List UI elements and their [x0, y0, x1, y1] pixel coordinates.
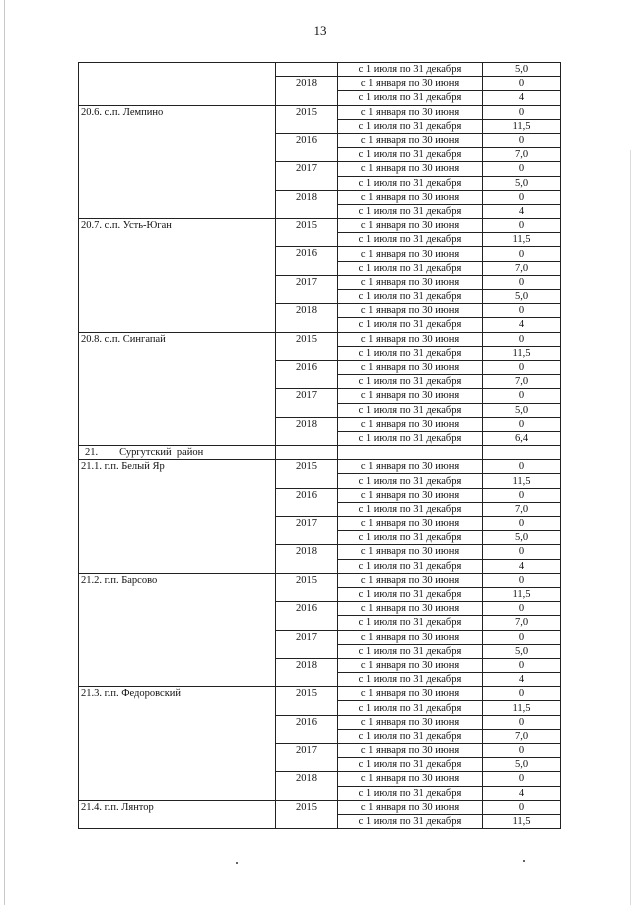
period-cell: с 1 января по 30 июня [338, 417, 483, 431]
period-cell: с 1 июля по 31 декабря [338, 290, 483, 304]
scan-speck [523, 860, 525, 862]
table-row [79, 63, 561, 77]
value-cell: 4 [483, 91, 561, 105]
tariff-table [78, 62, 561, 829]
year-cell: 2017 [276, 517, 338, 545]
value-cell: 0 [483, 77, 561, 91]
period-cell: с 1 июля по 31 декабря [338, 531, 483, 545]
period-cell: с 1 июля по 31 декабря [338, 233, 483, 247]
value-cell: 0 [483, 105, 561, 119]
period-cell: с 1 января по 30 июня [338, 488, 483, 502]
year-cell: 2016 [276, 133, 338, 161]
period-cell: с 1 января по 30 июня [338, 247, 483, 261]
period-cell: с 1 июля по 31 декабря [338, 559, 483, 573]
table-row [79, 460, 561, 474]
value-cell: 0 [483, 133, 561, 147]
table-row [79, 687, 561, 701]
period-cell: с 1 июля по 31 декабря [338, 701, 483, 715]
year-cell: 2016 [276, 602, 338, 630]
period-cell: с 1 июля по 31 декабря [338, 176, 483, 190]
period-cell: с 1 июля по 31 декабря [338, 63, 483, 77]
value-cell: 0 [483, 360, 561, 374]
period-cell: с 1 июля по 31 декабря [338, 318, 483, 332]
period-cell: с 1 января по 30 июня [338, 275, 483, 289]
value-cell: 0 [483, 517, 561, 531]
value-cell: 4 [483, 318, 561, 332]
year-cell: 2018 [276, 77, 338, 105]
period-cell: с 1 июля по 31 декабря [338, 644, 483, 658]
period-cell: с 1 января по 30 июня [338, 772, 483, 786]
year-cell: 2015 [276, 687, 338, 715]
period-cell: с 1 января по 30 июня [338, 630, 483, 644]
value-cell: 11,5 [483, 119, 561, 133]
settlement-name: 21.1. г.п. Белый Яр [79, 460, 276, 574]
region-row [79, 446, 561, 460]
period-cell: с 1 июля по 31 декабря [338, 673, 483, 687]
year-cell: 2017 [276, 162, 338, 190]
period-cell: с 1 января по 30 июня [338, 332, 483, 346]
value-cell: 0 [483, 658, 561, 672]
value-cell: 4 [483, 204, 561, 218]
value-cell: 0 [483, 162, 561, 176]
value-cell: 6,4 [483, 431, 561, 445]
period-cell: с 1 января по 30 июня [338, 573, 483, 587]
value-cell: 5,0 [483, 63, 561, 77]
table-row [79, 332, 561, 346]
year-cell: 2015 [276, 460, 338, 488]
value-cell: 0 [483, 602, 561, 616]
period-cell: с 1 января по 30 июня [338, 687, 483, 701]
period-cell: с 1 июля по 31 декабря [338, 616, 483, 630]
value-cell: 4 [483, 786, 561, 800]
value-cell: 7,0 [483, 502, 561, 516]
year-cell: 2015 [276, 800, 338, 828]
period-cell: с 1 января по 30 июня [338, 190, 483, 204]
value-cell: 7,0 [483, 729, 561, 743]
value-cell: 11,5 [483, 233, 561, 247]
year-cell: 2015 [276, 219, 338, 247]
year-cell: 2015 [276, 573, 338, 601]
year-cell: 2016 [276, 488, 338, 516]
value-cell: 5,0 [483, 176, 561, 190]
empty-cell [483, 446, 561, 460]
settlement-name: 21.2. г.п. Барсово [79, 573, 276, 687]
period-cell: с 1 января по 30 июня [338, 105, 483, 119]
settlement-name: 20.6. с.п. Лемпино [79, 105, 276, 219]
settlement-name: 21.4. г.п. Лянтор [79, 800, 276, 828]
year-cell [276, 63, 338, 77]
period-cell: с 1 января по 30 июня [338, 77, 483, 91]
year-cell: 2018 [276, 417, 338, 445]
value-cell: 4 [483, 673, 561, 687]
period-cell: с 1 января по 30 июня [338, 800, 483, 814]
period-cell: с 1 января по 30 июня [338, 715, 483, 729]
settlement-name: 20.8. с.п. Сингапай [79, 332, 276, 446]
period-cell: с 1 июля по 31 декабря [338, 431, 483, 445]
period-cell: с 1 января по 30 июня [338, 658, 483, 672]
value-cell: 5,0 [483, 403, 561, 417]
settlement-name: 20.7. с.п. Усть-Юган [79, 219, 276, 333]
value-cell: 0 [483, 545, 561, 559]
year-cell: 2017 [276, 275, 338, 303]
value-cell: 7,0 [483, 375, 561, 389]
scan-speck [236, 862, 238, 864]
period-cell: с 1 июля по 31 декабря [338, 91, 483, 105]
value-cell: 0 [483, 332, 561, 346]
year-cell: 2015 [276, 105, 338, 133]
period-cell: с 1 января по 30 июня [338, 360, 483, 374]
year-cell: 2016 [276, 360, 338, 388]
period-cell: с 1 января по 30 июня [338, 744, 483, 758]
table-row [79, 800, 561, 814]
empty-cell [276, 446, 338, 460]
period-cell: с 1 января по 30 июня [338, 133, 483, 147]
value-cell: 0 [483, 800, 561, 814]
value-cell: 0 [483, 304, 561, 318]
period-cell: с 1 июля по 31 декабря [338, 786, 483, 800]
period-cell: с 1 июля по 31 декабря [338, 375, 483, 389]
value-cell: 7,0 [483, 616, 561, 630]
value-cell: 0 [483, 488, 561, 502]
value-cell: 0 [483, 460, 561, 474]
value-cell: 5,0 [483, 290, 561, 304]
period-cell: с 1 января по 30 июня [338, 162, 483, 176]
page-number: 13 [313, 23, 327, 38]
year-cell: 2017 [276, 744, 338, 772]
page-scan-edge-left [4, 0, 5, 905]
tariff-table-body [79, 63, 561, 829]
year-cell: 2017 [276, 389, 338, 417]
value-cell: 0 [483, 687, 561, 701]
period-cell: с 1 июля по 31 декабря [338, 474, 483, 488]
period-cell: с 1 июля по 31 декабря [338, 587, 483, 601]
period-cell: с 1 июля по 31 декабря [338, 758, 483, 772]
value-cell: 0 [483, 744, 561, 758]
period-cell: с 1 января по 30 июня [338, 304, 483, 318]
table-row [79, 219, 561, 233]
period-cell: с 1 июля по 31 декабря [338, 119, 483, 133]
value-cell: 11,5 [483, 346, 561, 360]
year-cell: 2015 [276, 332, 338, 360]
value-cell: 0 [483, 772, 561, 786]
period-cell: с 1 января по 30 июня [338, 219, 483, 233]
year-cell: 2017 [276, 630, 338, 658]
value-cell: 11,5 [483, 701, 561, 715]
value-cell: 0 [483, 247, 561, 261]
value-cell: 0 [483, 630, 561, 644]
page-scan-edge-right [630, 150, 631, 905]
period-cell: с 1 января по 30 июня [338, 389, 483, 403]
year-cell: 2018 [276, 190, 338, 218]
value-cell: 11,5 [483, 814, 561, 828]
value-cell: 0 [483, 417, 561, 431]
settlement-name: 21.3. г.п. Федоровский [79, 687, 276, 801]
table-row [79, 573, 561, 587]
value-cell: 4 [483, 559, 561, 573]
year-cell: 2016 [276, 715, 338, 743]
value-cell: 0 [483, 219, 561, 233]
period-cell: с 1 июля по 31 декабря [338, 502, 483, 516]
year-cell: 2018 [276, 658, 338, 686]
period-cell: с 1 января по 30 июня [338, 545, 483, 559]
value-cell: 5,0 [483, 758, 561, 772]
value-cell: 11,5 [483, 474, 561, 488]
period-cell: с 1 июля по 31 декабря [338, 729, 483, 743]
value-cell: 7,0 [483, 261, 561, 275]
year-cell: 2018 [276, 545, 338, 573]
period-cell: с 1 июля по 31 декабря [338, 261, 483, 275]
empty-cell [338, 446, 483, 460]
value-cell: 5,0 [483, 644, 561, 658]
period-cell: с 1 июля по 31 декабря [338, 814, 483, 828]
year-cell: 2018 [276, 772, 338, 800]
period-cell: с 1 января по 30 июня [338, 517, 483, 531]
table-row [79, 105, 561, 119]
value-cell: 11,5 [483, 587, 561, 601]
value-cell: 5,0 [483, 531, 561, 545]
period-cell: с 1 января по 30 июня [338, 602, 483, 616]
period-cell: с 1 июля по 31 декабря [338, 346, 483, 360]
value-cell: 0 [483, 573, 561, 587]
value-cell: 0 [483, 715, 561, 729]
value-cell: 0 [483, 190, 561, 204]
value-cell: 0 [483, 275, 561, 289]
period-cell: с 1 июля по 31 декабря [338, 403, 483, 417]
period-cell: с 1 июля по 31 декабря [338, 204, 483, 218]
settlement-name [79, 63, 276, 106]
year-cell: 2018 [276, 304, 338, 332]
value-cell: 7,0 [483, 148, 561, 162]
region-title: 21. Сургутский район [79, 446, 276, 460]
period-cell: с 1 июля по 31 декабря [338, 148, 483, 162]
year-cell: 2016 [276, 247, 338, 275]
value-cell: 0 [483, 389, 561, 403]
period-cell: с 1 января по 30 июня [338, 460, 483, 474]
